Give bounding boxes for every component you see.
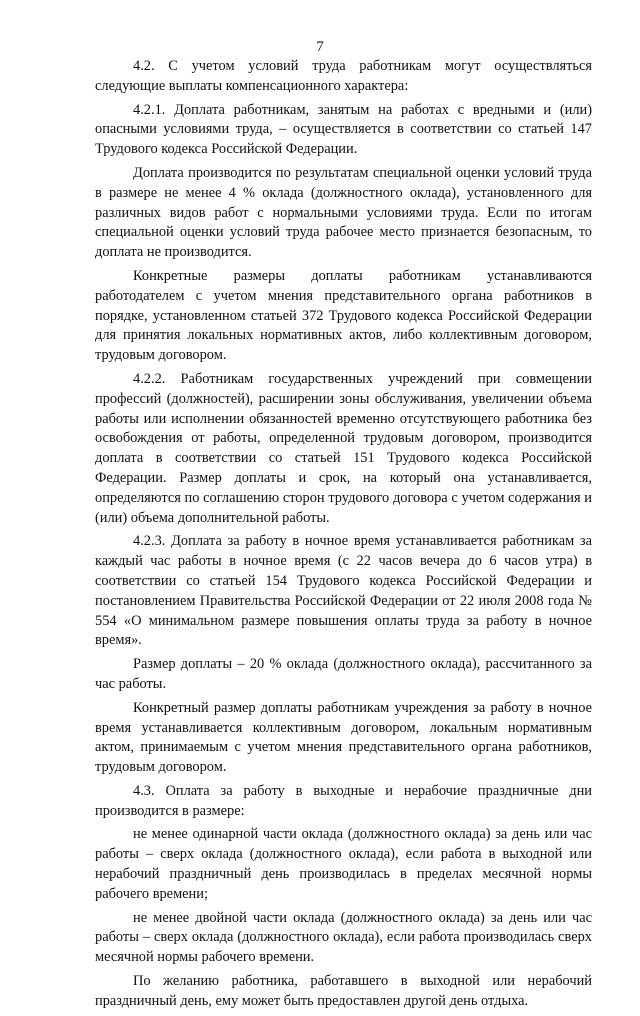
paragraph-specific-amounts: Конкретные размеры доплаты работникам устанавливаются работодателем с учетом мнения представительного органа работников в порядке, установленном статьей 372 Трудового кодекса Российской Федерации для принятия локальных нормативных актов, либо коллективным договором, трудовым договором. — [95, 267, 592, 364]
page-number: 7 — [316, 39, 324, 55]
paragraph-4-2-2: 4.2.2. Работникам государственных учреждений при совмещении профессий (должностей), расширении зоны обслуживания, увеличении объема работы или исполнении обязанностей временно отсутствующего работника без освобождения от работы, определенной трудовым договором, производится доплата в соответствии со статьей 151 Трудового кодекса Российской Федерации. Размер доплаты и срок, на который она устанавливается, определяются по соглашению сторон трудового договора с учетом содержания и (или) объема дополнительной работы. — [95, 370, 592, 526]
paragraph-4-2: 4.2. С учетом условий труда работникам могут осуществляться следующие выплаты компенсационного характера: — [95, 58, 592, 94]
paragraph-4-2-1: 4.2.1. Доплата работникам, занятым на работах с вредными и (или) опасными условиями труда, – осуществляется в соответствии со статьей 147 Трудового кодекса Российской Федерации. — [95, 101, 592, 158]
paragraph-double-rate: не менее двойной части оклада (должностного оклада) за день или час работы – сверх оклада (должностного оклада), если работа производилась сверх месячной нормы рабочего времени. — [95, 909, 592, 966]
paragraph-single-rate: не менее одинарной части оклада (должностного оклада) за день или час работы – сверх оклада (должностного оклада), если работа в выходной или нерабочий праздничный день производилась в пределах месячной нормы рабочего времени; — [95, 826, 592, 902]
paragraph-night-pay-amount: Размер доплаты – 20 % оклада (должностного оклада), рассчитанного за час работы. — [95, 656, 592, 692]
paragraph-day-off: По желанию работника, работавшего в выходной или нерабочий праздничный день, ему может быть предоставлен другой день отдыха. — [95, 973, 592, 1009]
document-body — [95, 57, 592, 1016]
paragraph-4-2-3: 4.2.3. Доплата за работу в ночное время устанавливается работникам за каждый час работы в ночное время (с 22 часов вечера до 6 часов утра) в соответствии со статьей 154 Трудового кодекса Российской Федерации и постановлением Правительства Российской Федерации от 22 июля 2008 года № 554 «О минимальном размере повышения оплаты труда за работу в ночное время». — [95, 533, 592, 649]
paragraph-night-pay-specific: Конкретный размер доплаты работникам учреждения за работу в ночное время устанавливается коллективным договором, локальным нормативным актом, принимаемым с учетом мнения представительного органа работников, трудовым договором. — [95, 699, 592, 776]
paragraph-night-pay-basis: Доплата производится по результатам специальной оценки условий труда в размере не менее 4 % оклада (должностного оклада), установленного для различных видов работ с нормальными условиями труда. Если по итогам специальной оценки условий труда рабочее место признается безопасным, то доплата не производится. — [95, 164, 592, 261]
paragraph-4-3: 4.3. Оплата за работу в выходные и нерабочие праздничные дни производится в размере: — [95, 782, 592, 819]
